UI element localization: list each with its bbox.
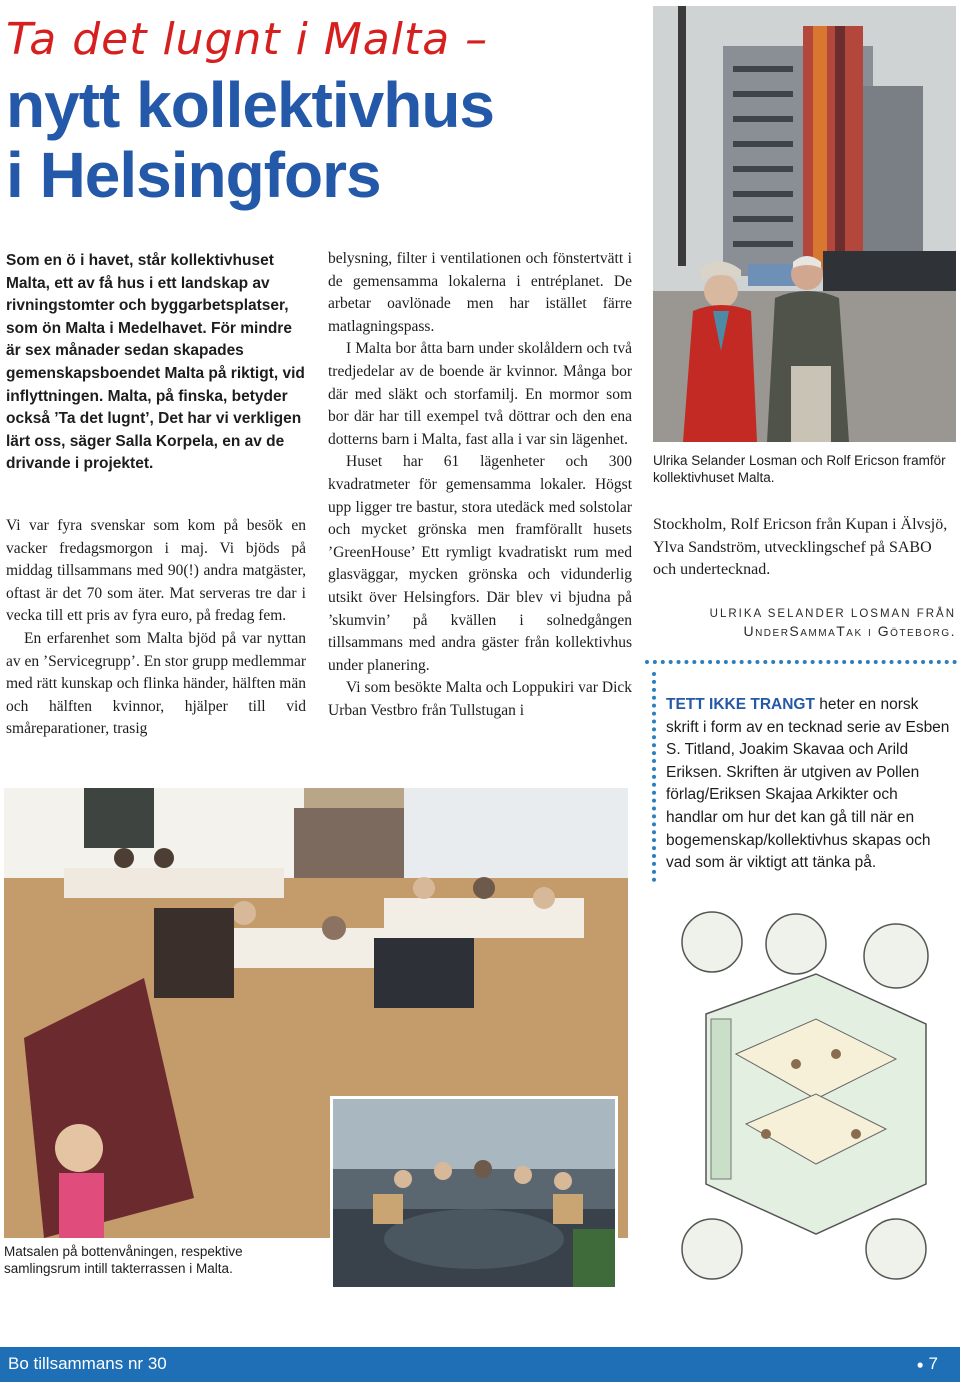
terrace-room-photo-illustration [333,1099,615,1287]
paragraph: belysning, filter i ventilationen och fönstertvätt i de gemensamma lokalerna i entréplanet. De arbetar oavlönade men har istället färre matlagningspass. [328,250,632,335]
photo-caption: Ulrika Selander Losman och Rolf Ericson framför kollektivhuset Malta. [653,453,946,485]
lead-paragraph: Som en ö i havet, står kollektivhuset Malta, ett av få hus i ett landskap av rivningstomter och byggarbetsplatser, som ön Malta i Medelhavet. För mindre är sex månader sedan skapades gemenskapsboendet Malta på riktigt, vid inflyttningen. Malta, på finska, betyder också ’Ta det lugnt’, Det har vi verkligen lärt oss, säger Salla Korpela, en av de drivande i projektet. [6,252,305,473]
paragraph: Vi var fyra svenskar som kom på besök en vacker fredagsmorgon i maj. Vi bjöds på middag tillsammans med 90(!) andra matgäster, oftast är det 70 som äter. Mat serveras tre dar i vecka till ett pris av fyra euro, på fredag fem. [6,517,306,625]
terrace-room-photo [330,1096,618,1290]
sidebox-text [666,694,952,875]
dotted-divider [645,660,957,664]
paragraph: En erfarenhet som Malta bjöd på var nyttan av en ’Servicegrupp’. En stor grupp medlemmar med rätt kunskap och flinka händer, hälften män och hälften kvinnor, hjälper till vid småreparationer, trasig [6,629,307,738]
bullet-icon: ● [916,1357,924,1372]
body-column-3: Stockholm, Rolf Ericson från Kupan i Älvsjö, Ylva Sandström, utvecklingschef på SABO och undertecknad. [653,516,948,579]
page-number-value: 7 [928,1354,938,1373]
page-number [917,1354,938,1374]
paragraph: Vi som besökte Malta och Loppukiri var Dick Urban Vestbro från Tullstugan i [328,679,632,719]
page-footer [0,1347,960,1382]
body-column-1 [6,515,306,741]
article-kicker: Ta det lugnt i Malta – [6,14,489,65]
signature-line-2: UnderSammaTak i Göteborg. [743,623,956,639]
building-photo-illustration [653,6,956,442]
dotted-border [652,672,656,882]
sidebox-highlight: TETT IKKE TRANGT [666,696,815,713]
signature-line-1: ULRIKA SELANDER LOSMAN FRÅN [709,608,956,620]
comic-illustration [676,904,942,1284]
author-signature [653,606,956,640]
body-column-2 [328,248,632,722]
photo-caption: Matsalen på bottenvåningen, respektive samlingsrum intill takterrassen i Malta. [4,1243,284,1277]
comic-drawing [676,904,942,1284]
title-line-1: nytt kollektivhus [6,69,494,141]
magazine-issue: Bo tillsammans nr 30 [8,1354,167,1373]
paragraph: Huset har 61 lägenheter och 300 kvadratmeter för gemensamma lokaler. Högst upp ligger tre bastur, stora utedäck med solstolar och mycket grönska men framförallt husets ’GreenHouse’ Ett rymligt kvadratiskt rum med glasväggar, mycken grönska och vidunderlig utsikt över Helsingfors. Där blev vi bjudna på ’skumvin’ på kvällen i solnedgången tillsammans med andra gäster från kollektivhus under planering. [328,453,632,674]
article-title [6,70,494,210]
sidebox-body: heter en norsk skrift i form av en tecknad serie av Esben S. Titland, Joakim Skavaa och Arild Eriksen. Skriften är utgiven av Pollen förlag/Eriksen Skajaa Arkikter och handlar om hur det kan gå till när en bogemenskap/kollektivhus skapas och vad som är viktigt att tänka på. [666,696,950,872]
title-line-2: i Helsingfors [6,139,381,211]
building-photo [653,6,956,442]
paragraph: I Malta bor åtta barn under skolåldern och två tredjedelar av de boende är kvinnor. Många bor där med släkt och storfamilj. En mormor som bor där har till exempel två döttrar och den ena dotterns barn i Malta, fast alla i var sin lägenhet. [328,340,632,448]
